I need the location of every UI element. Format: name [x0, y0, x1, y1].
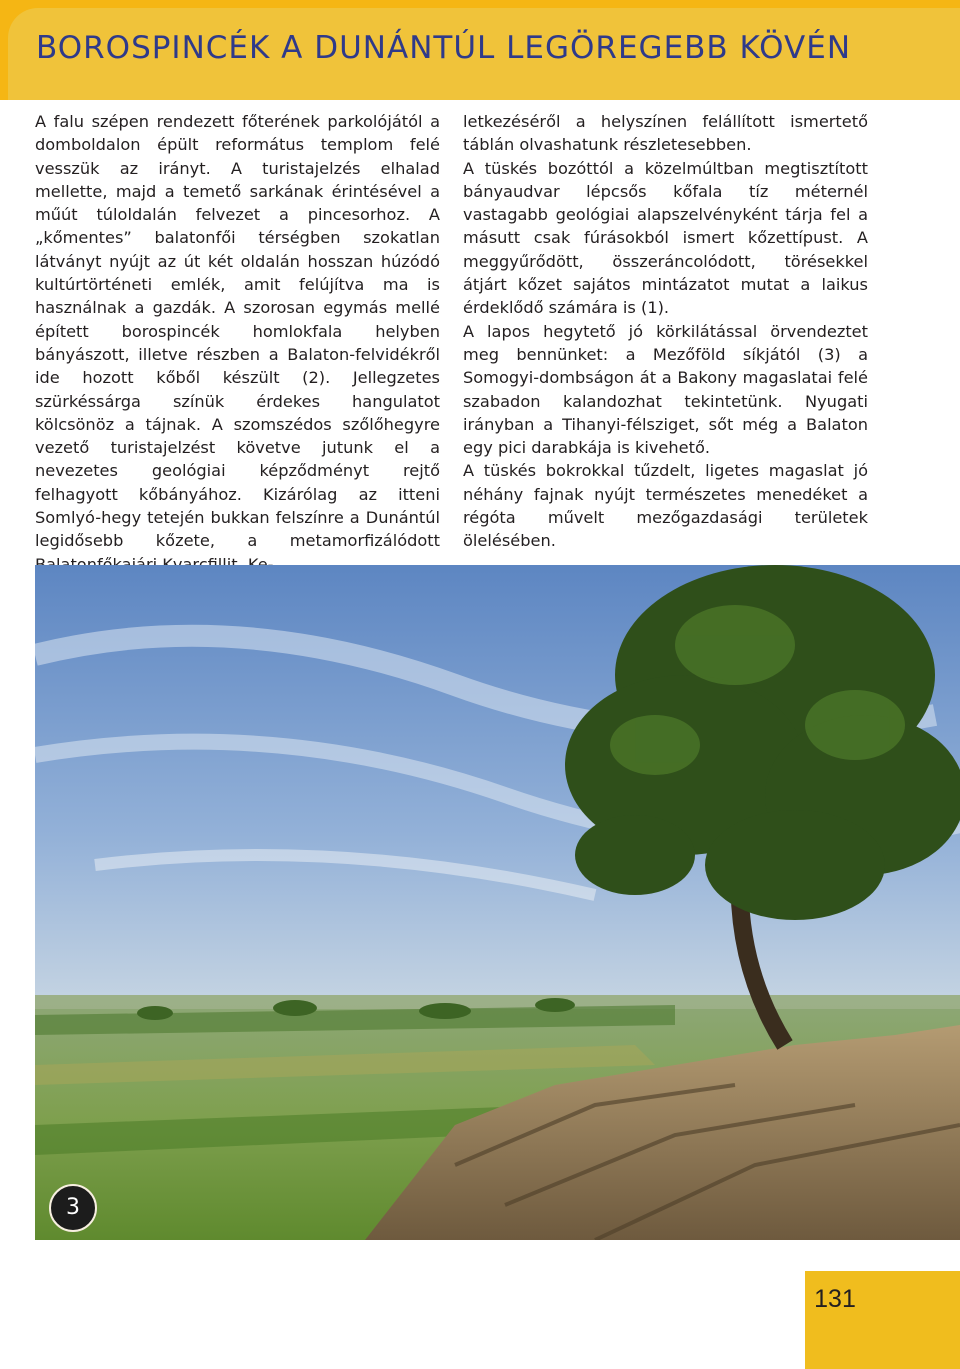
page-number-box — [805, 1271, 960, 1369]
right-paragraph-1: letkezéséről a helyszínen felállított ismertető táblán olvashatunk részletesebben. — [463, 112, 868, 155]
right-paragraph-3: A lapos hegytető jó körkilátással örvendeztet meg bennünket: a Mezőföld síkjától (3) a Somogyi-dombságon át a Bakony magaslatai felé szabadon kalandozhat tekintetünk. Nyugati irányban a Tihanyi-félsziget, sőt még a Balaton egy pici darabkája is kivehető. — [463, 321, 868, 458]
article-right-column — [463, 110, 868, 553]
page-number: 131 — [814, 1285, 856, 1313]
photo-number-badge: 3 — [49, 1184, 97, 1232]
landscape-photo — [35, 565, 960, 1240]
page-title: BOROSPINCÉK A DUNÁNTÚL LEGÖREGEBB KÖVÉN — [36, 30, 852, 66]
right-paragraph-4: A tüskés bokrokkal tűzdelt, ligetes magaslat jó néhány fajnak nyújt természetes menedéket a régóta művelt mezőgazdasági területek ölelésében. — [463, 461, 868, 551]
article-left-column — [35, 110, 440, 576]
right-paragraph-2: A tüskés bozóttól a közelmúltban megtisztított bányaudvar lépcsős kőfala tíz méternél vastagabb geológiai alapszelvényként tárja fel a másutt csak fúrásokból ismert kőzettípust. A meggyűrődött, összeráncolódott, törésekkel átjárt kőzet sajátos mintázatot mutat a laikus érdeklődő számára is (1). — [463, 158, 868, 318]
left-paragraph: A falu szépen rendezett főterének parkolójától a domboldalon épült református templom felé vesszük az irányt. A turistajelzés elhalad mellette, majd a temető sarkának érintésével a műút túloldalán felvezet a pincesorhoz. A „kőmentes” balatonfői térségben szokatlan látványt nyújt az út két oldalán hosszan húzódó kultúrtörténeti emlék, amit felújítva ma is használnak a gazdák. A szorosan egymás mellé épített borospincék homlokfala helyben bányászott, illetve részben a Balaton-felvidékről ide hozott kőből készült (2). Jellegzetes szürkéssárga színük érdekes hangulatot kölcsönöz a tájnak. A szomszédos szőlőhegyre vezető turistajelzést követve jutunk el a nevezetes geológiai képződményt rejtő felhagyott kőbányához. Kizárólag az itteni Somlyó-hegy tetején bukkan felszínre a Dunántúl legidősebb kőzete, a metamorfizálódott — [35, 112, 440, 551]
